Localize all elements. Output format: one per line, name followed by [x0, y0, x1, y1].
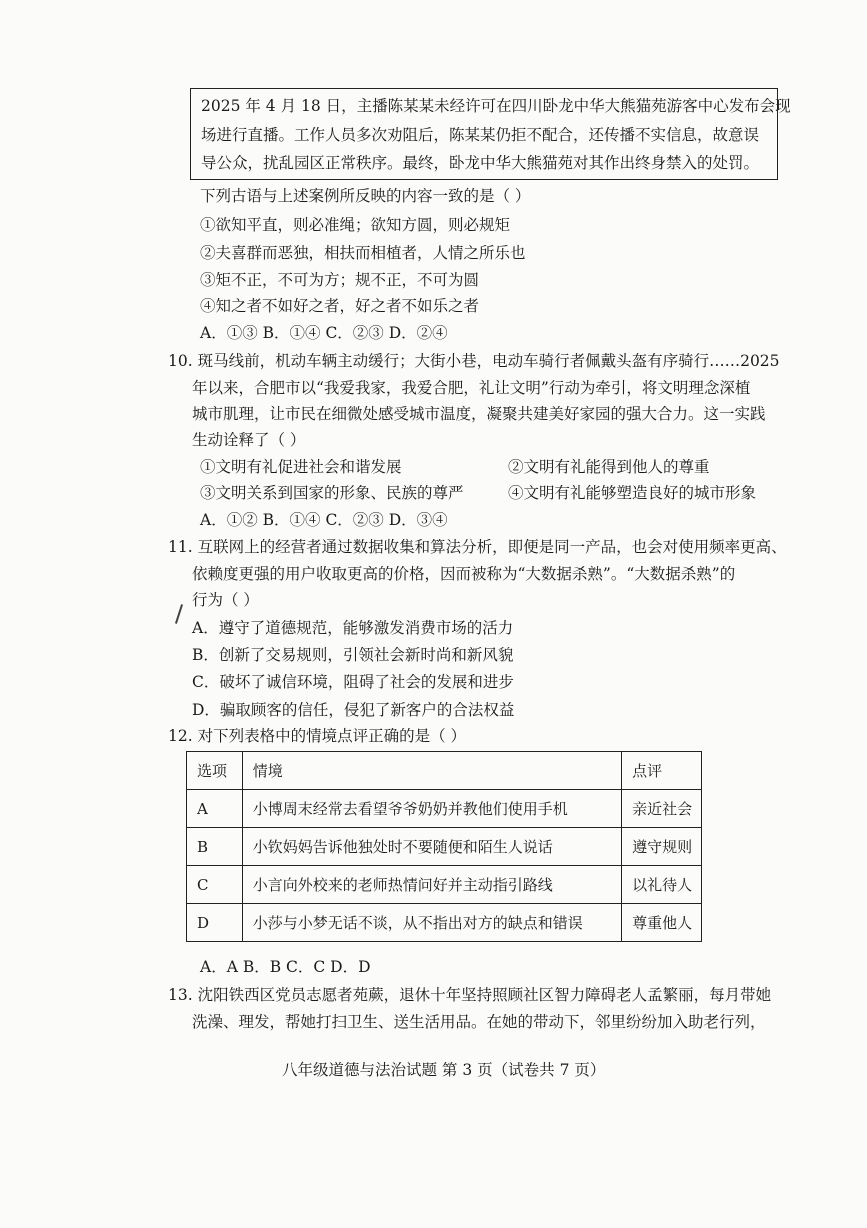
q10-line-1: 10. 斑马线前，机动车辆主动缓行；大街小巷，电动车骑行者佩戴头盔有序骑行……2025 — [168, 352, 780, 370]
q10-line-4: 生动诠释了（ ） — [192, 431, 306, 449]
q12-stem: 12. 对下列表格中的情境点评正确的是（ ） — [168, 727, 467, 745]
q10-item-2: ②文明有礼能得到他人的尊重 — [508, 458, 710, 476]
table-row — [187, 828, 702, 866]
table-cell: 尊重他人 — [622, 904, 702, 942]
q10-item-4: ④文明有礼能够塑造良好的城市形象 — [508, 484, 757, 502]
q9-item-3: ③矩不正，不可为方；规不正，不可为圆 — [200, 271, 480, 289]
table-cell: 以礼待人 — [622, 866, 702, 904]
table-cell: 小言向外校来的老师热情问好并主动指引路线 — [242, 866, 621, 904]
case-line-2: 场进行直播。工作人员多次劝阻后，陈某某仍拒不配合，还传播不实信息，故意误 — [201, 126, 760, 144]
table-cell: 小博周末经常去看望爷爷奶奶并教他们使用手机 — [242, 790, 621, 828]
table-cell: 小莎与小梦无话不谈，从不指出对方的缺点和错误 — [242, 904, 621, 942]
table-header-cell: 选项 — [187, 752, 243, 790]
q13-line-2: 洗澡、理发，帮她打扫卫生、送生活用品。在她的带动下，邻里纷纷加入助老行列， — [192, 1013, 766, 1031]
q11-line-3: 行为（ ） — [192, 591, 259, 609]
table-cell: 遵守规则 — [622, 828, 702, 866]
q9-stem: 下列古语与上述案例所反映的内容一致的是（ ） — [200, 187, 531, 205]
q11-option-a: A．遵守了道德规范，能够激发消费市场的活力 — [192, 619, 514, 637]
pen-mark — [175, 604, 183, 624]
q12-table — [186, 751, 702, 942]
case-line-3: 导公众，扰乱园区正常秩序。最终，卧龙中华大熊猫苑对其作出终身禁入的处罚。 — [201, 154, 760, 172]
q9-item-4: ④知之者不如好之者，好之者不如乐之者 — [200, 297, 480, 315]
table-cell: 小钦妈妈告诉他独处时不要随便和陌生人说话 — [242, 828, 621, 866]
table-cell: D — [187, 904, 243, 942]
table-cell: C — [187, 866, 243, 904]
q10-line-2: 年以来，合肥市以“我爱我家，我爱合肥，礼让文明”行动为牵引，将文明理念深植 — [192, 379, 751, 397]
q13-line-1: 13. 沈阳铁西区党员志愿者苑蕨，退休十年坚持照顾社区智力障碍老人孟繁丽，每月带她 — [168, 986, 772, 1004]
table-cell: B — [187, 828, 243, 866]
page-footer: 八年级道德与法治试题 第 3 页（试卷共 7 页） — [282, 1061, 606, 1079]
table-header-row — [187, 752, 702, 790]
table-row — [187, 866, 702, 904]
q10-options: A．①② B．①④ C．②③ D．③④ — [200, 511, 448, 529]
q10-item-1: ①文明有礼促进社会和谐发展 — [200, 458, 402, 476]
case-line-1: 2025 年 4 月 18 日，主播陈某某未经许可在四川卧龙中华大熊猫苑游客中心发布会现 — [201, 97, 791, 115]
table-header-cell: 点评 — [622, 752, 702, 790]
q9-options: A．①③ B．①④ C．②③ D．②④ — [200, 324, 448, 342]
table-cell: 亲近社会 — [622, 790, 702, 828]
q9-item-1: ①欲知平直，则必准绳；欲知方圆，则必规矩 — [200, 216, 511, 234]
q10-item-3: ③文明关系到国家的形象、民族的尊严 — [200, 484, 464, 502]
q11-line-1: 11. 互联网上的经营者通过数据收集和算法分析，即便是同一产品，也会对使用频率更高、 — [168, 538, 787, 556]
q11-option-b: B．创新了交易规则，引领社会新时尚和新风貌 — [192, 646, 514, 664]
q12-options: A．A B．B C．C D．D — [200, 958, 371, 976]
q10-line-3: 城市肌理，让市民在细微处感受城市温度，凝聚共建美好家园的强大合力。这一实践 — [192, 405, 766, 423]
table-cell: A — [187, 790, 243, 828]
case-box — [190, 88, 791, 180]
table-row — [187, 904, 702, 942]
q11-option-c: C．破坏了诚信环境，阻碍了社会的发展和进步 — [192, 673, 514, 691]
table-row — [187, 790, 702, 828]
q9-item-2: ②夫喜群而恶独，相扶而相植者，人情之所乐也 — [200, 244, 526, 262]
q11-option-d: D．骗取顾客的信任，侵犯了新客户的合法权益 — [192, 701, 515, 719]
table-header-cell: 情境 — [242, 752, 621, 790]
q11-line-2: 依赖度更强的用户收取更高的价格，因而被称为“大数据杀熟”。“大数据杀熟”的 — [192, 565, 736, 583]
